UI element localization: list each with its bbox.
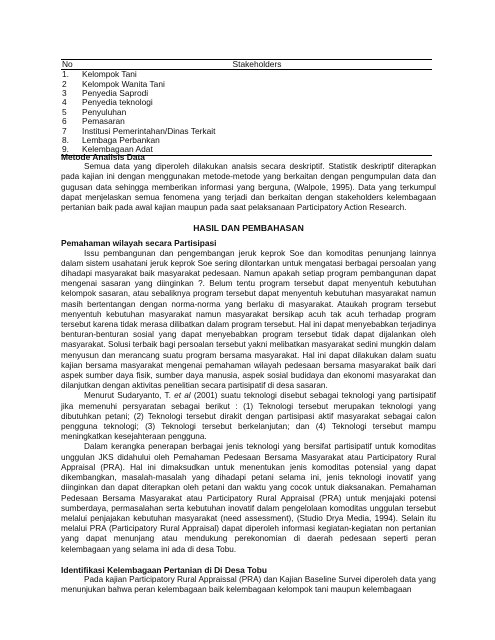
table-row — [61, 70, 432, 80]
table-header-row — [61, 60, 432, 70]
row-stakeholder: Penyuluhan — [82, 106, 127, 117]
paragraph-identifikasi: Pada kajian Participatory Rural Appraissal (PRA) dan Kajian Baseline Survei diperoleh data yang menunjukan bahwa peran kelembagaan baik kelembagaan kelompok tani maupun kelembagaan — [61, 574, 436, 595]
paragraph-pemahaman-3: Dalam kerangka penerapan berbagai jenis teknologi yang bersifat partisipatif untuk komoditas unggulan JKS didahului oleh Pemahaman Pedesaan Bersama Masyarakat atau Participatory Rural Appraisal (PRA). Hal ini dimaksudkan untuk menentukan jenis komoditas potensial yang dapat dikembangkan, masalah-masalah yang dihadapi petani selama ini, jenis teknologi inovatif yang diinginkan dan dapat diterapkan oleh petani dan waktu yang cocok untuk diaksanakan. Pemahaman Pedesaan Bersama Masyarakat atau Participatory Rural Appraisal (PRA) untuk menjajaki potensi sumberdaya, permasalahan serta kebutuhan inovatif dalam pengelolaan komoditas unggulan tersebut melalui penjajakan kebutuhan masyarakat (need assessment), (Studio Drya Media, 1994). Selain itu melalui PRA (Participatory Rural Appraisal) dapat diperoleh informasi kegiatan-kegiatan non pertanian yang dapat menunjang atau mendukung perekonomian di daerah pedesaan seperti peran kelembagaan yang selama ini ada di desa Tobu. — [61, 442, 436, 554]
paragraph-text: (2001) suatu teknologi disebut sebagai teknologi yang partisipatif jika memenuhi persyaratan sebagai berikut : (1) Teknologi tersebut merupakan teknologi yang dibutuhkan petani; (2) Teknologi tersebut dirakit dengan partisipasi aktif masyarakat sebagai calon pengguna teknologi; (3) Teknologi tersebut berkelanjutan; dan (4) Teknologi tersebut mampu meningkatkan kesejahteraan pengguna. — [61, 391, 436, 442]
row-stakeholder: Pemasaran — [82, 116, 125, 127]
paragraph-text: Menurut Sudaryanto, T. — [84, 391, 175, 401]
row-no: 6 — [62, 116, 67, 127]
table-row — [61, 117, 432, 126]
paragraph-metode: Semua data yang diperoleh dilakukan analsis secara deskriptif. Statistik deskriptif diterapkan pada kajian ini dengan menggunakan metode-metode yang berkaitan dengan pengumpulan data dan gugusan data sehingga memberikan informasi yang berguna, (Walpole, 1995). Data yang terkumpul dapat menjelaskan semua fenomena yang terjadi dan berkaitan dengan stakeholders kelembagaan pertanian baik pada awal kajian maupun pada saat pelaksanaan Participatory Action Research. — [61, 162, 436, 213]
row-no: 8. — [62, 134, 69, 145]
row-stakeholder: Penyedia Saprodi — [82, 87, 149, 98]
row-no: 7 — [62, 125, 67, 136]
section-heading-hasil: HASIL DAN PEMBAHASAN — [193, 223, 304, 234]
row-no: 1. — [62, 69, 69, 80]
row-stakeholder: Kelompok Tani — [82, 69, 137, 80]
row-no: 2 — [62, 78, 67, 89]
row-no: 3 — [62, 87, 67, 98]
italic-text: et al — [174, 391, 191, 401]
subheading-pemahaman: Pemahaman wilayah secara Partisipasi — [61, 238, 217, 249]
row-no: 5 — [62, 106, 67, 117]
body-text — [61, 152, 436, 595]
row-stakeholder: Penyedia teknologi — [82, 97, 153, 108]
section-heading-metode: Metode Analisis Data — [61, 152, 145, 162]
row-stakeholder: Kelembagaan Adat — [82, 144, 153, 155]
paragraph-pemahaman-2 — [61, 391, 436, 442]
header-no: No — [62, 59, 73, 69]
paragraph-pemahaman-1: Issu pembangunan dan pengembangan jeruk keprok Soe dan komoditas penunjang lainnya dalam sistem usahatani jeruk keprok Soe sering dilontarkan untuk mengatasi berbagai persoalan yang dihadapi masyarakat baik masyarakat pedesaan. Namun apakah setiap program pembangunan dapat mengenai sasaran yang diinginkan ?. Belum tentu program tersebut dapat menyentuh kebutuhan kelompok sasaran, atau sebaliknya program tersebut dapat menyentuh kebutuhan masyarakat namun masih bertentangan dengan norma-norma yang berlaku di masyarakat. Ataukah program tersebut menyentuh kebutuhan masyarakat namun masyarakat bersikap acuh tak acuh terhadap program tersebut karena tidak merasa dilibatkan dalam program tersebut. Hal ini dapat menyebabkan terjadinya benturan-benturan sosial yang dapat menyebabkan program tersebut tidak dapat dijalankan oleh masyarakat. Solusi terbaik bagi persoalan tersebut yakni melibatkan masyarakat sedini mungkin dalam menyusun dan merancang suatu program bersama masyarakat. Hal ini dapat dilakukan dalam suatu kajian bersama masyarakat mengenai pemahaman wilayah pedesaan bersama masyarakat baik dari aspek sumber daya fisik, sumber daya manusia, aspek sosial budidaya dan ekonomi masyarakat dan dilanjutkan dengan aktivitas penelitian secara partisipatif di desa sasaran. — [61, 248, 436, 391]
header-stakeholders: Stakeholders — [232, 59, 282, 69]
row-stakeholder: Kelompok Wanita Tani — [82, 78, 165, 89]
subheading-identifikasi: Identifikasi Kelembagaan Pertanian di Di Desa Tobu — [61, 564, 268, 575]
row-stakeholder: Institusi Pemerintahan/Dinas Terkait — [82, 125, 216, 136]
row-stakeholder: Lembaga Perbankan — [82, 134, 160, 145]
row-no: 4 — [62, 97, 67, 108]
stakeholders-table — [61, 59, 432, 156]
row-no: 9. — [62, 144, 69, 155]
